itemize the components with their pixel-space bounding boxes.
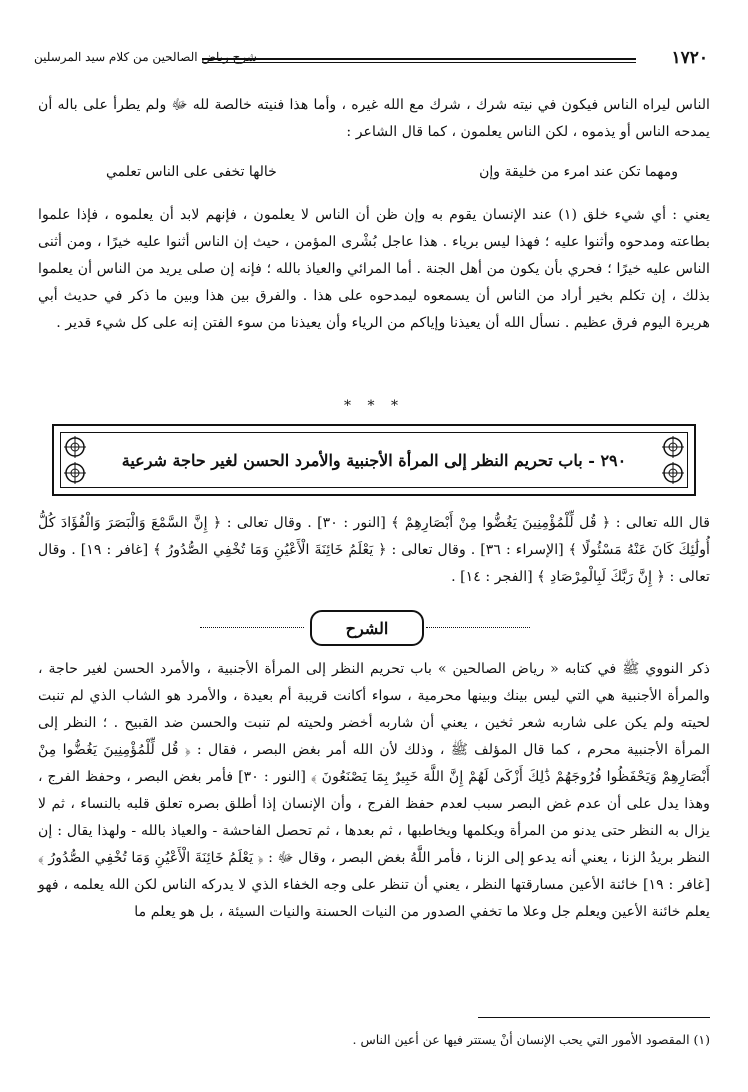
running-title: شرح رياض الصالحين من كلام سيد المرسلين — [34, 50, 257, 64]
intro-paragraph — [38, 92, 710, 146]
sharh-right-rule — [426, 627, 530, 628]
verse-first-hemistich: ومهما تكن عند امرء من خليقة وإن — [479, 164, 678, 180]
chapter-heading-frame — [52, 424, 696, 496]
sharh-heading — [200, 610, 530, 644]
explanation-text: يعني : أي شيء خلق (١) عند الإنسان يقوم به وإن ظن أن الناس لا يعلمون ، فإنهم لابد أن يعلموه ، فإذا علموا بطاعته ومدحوه وأثنوا عليه ؛ فهذا ليس برياء . هذا عاجل بُشْرى المؤمن ، حيث إن الناس أثنوا عليه خيرًا ، ومن أثنى الناس عليه خيرًا ؛ فحري بأن يكون من أهل الجنة . أما المرائي والعياذ بالله ؛ فإنه إن صلى يريد من الناس أن يعلموا بذلك ، إن تكلم بخير أراد من الناس أن يسمعوه ليمدحوه على هذا . والفرق بين هذا وبين ما ذكر في حديث أبي هريرة اليوم فرق عظيم . نسأل الله أن يعيذنا وإياكم من الرياء وأن يعيذنا من سوء الفتن إنه على كل شيء قدير . — [38, 207, 710, 331]
quran-verses-text: قال الله تعالى : ﴿ قُل لِّلْمُؤْمِنِينَ يَغُضُّوا مِنْ أَبْصَارِهِمْ ﴾ [النور : ٣٠] . وقال تعالى : ﴿ إِنَّ السَّمْعَ وَالْبَصَرَ وَالْفُؤَادَ كُلُّ أُولَٰئِكَ كَانَ عَنْهُ مَسْئُولًا ﴾ [الإسراء : ٣٦] . وقال تعالى : ﴿ يَعْلَمُ خَائِنَةَ الْأَعْيُنِ وَمَا تُخْفِي الصُّدُورُ ﴾ [غافر : ١٩] . وقال تعالى : ﴿ إِنَّ رَبَّكَ لَبِالْمِرْصَادِ ﴾ [الفجر : ١٤] . — [38, 515, 711, 585]
sharh-label: الشرح — [310, 610, 424, 646]
header-rule — [202, 58, 636, 63]
intro-text: الناس ليراه الناس فيكون في نيته شرك ، شرك مع الله غيره ، وأما هذا فنيته خالصة لله ﷻ ولم يطرأ على باله أن يمدحه الناس أو يذموه ، لكن الناس يعلمون ، كما قال الشاعر : — [38, 97, 710, 140]
quran-verses-paragraph — [38, 510, 710, 591]
commentary-text: ذكر النووي ﷺ في كتابه « رياض الصالحين » باب تحريم النظر إلى المرأة الأجنبية ، والأمرد الحسن لغير حاجة ، والمرأة الأجنبية هي التي ليس بينك وبينها محرمية ، سواء أكانت قريبة أم بعيدة ، والأمرد هو الشاب الذي لم تنبت لحيته ولم يكن على شاربه شعر ثخين ، يعني أن شاربه أخضر ولحيته لم تنبت والحسن ضد القبيح . ؛ النظر إلى المرأة الأجنبية محرم ، كما قال المؤلف ﷺ ، وذلك لأن الله أمر بغض البصر ، فقال : ﴿ قُل لِّلْمُؤْمِنِينَ يَغُضُّوا مِنْ أَبْصَارِهِمْ وَيَحْفَظُوا فُرُوجَهُمْ ذَٰلِكَ أَزْكَىٰ لَهُمْ إِنَّ اللَّهَ خَبِيرٌ بِمَا يَصْنَعُونَ ﴾ [النور : ٣٠] فأمر بغض البصر ، وحفظ الفرج ، وهذا يدل على أن عدم غض البصر سبب لعدم حفظ الفرج ، وأن الإنسان إذا أطلق بصره تعلق قلبه بالنساء ، ثم لا يزال به النظر حتى يدنو من المرأة ويكلمها ويخاطبها ، ثم بعدها ، ثم تحصل الفاحشة - والعياذ بالله - ولهذا يقال : إن النظر بريدُ الزنا ، يعني أنه يدعو إلى الزنا ، فأمر اللَّهُ بغض البصر ، وقال ﷻ : ﴿ يَعْلَمُ خَائِنَةَ الْأَعْيُنِ وَمَا تُخْفِي الصُّدُورُ ﴾ [غافر : ١٩] خائنة الأعين مسارقتها النظر ، يعني أن تنظر على وجه الخفاء الذي لا يدركه الناس لكن الله يعلمه ، فهو يعلم خائنة الأعين ويعلم جل وعلا ما تخفي الصدور من النيات الحسنة والنيات السيئة ، بل هو يعلم ما — [38, 661, 711, 920]
explanation-paragraph — [38, 202, 710, 337]
poetry-verse — [70, 164, 678, 192]
section-separator: * * * — [344, 398, 404, 414]
page-header — [34, 48, 708, 70]
footnote: (١) المقصود الأمور التي يحب الإنسان أنْ يستتر فيها عن أعين الناس . — [352, 1032, 710, 1047]
commentary-paragraph — [38, 656, 710, 926]
chapter-title: ٢٩٠ - باب تحريم النظر إلى المرأة الأجنبية والأمرد الحسن لغير حاجة شرعية — [121, 450, 627, 470]
verse-second-hemistich: خالها تخفى على الناس تعلمي — [106, 164, 277, 180]
page-number: ١٧٢٠ — [671, 48, 708, 68]
footnote-rule — [478, 1017, 710, 1018]
chapter-heading-inner — [60, 432, 688, 488]
sharh-left-rule — [200, 627, 304, 628]
